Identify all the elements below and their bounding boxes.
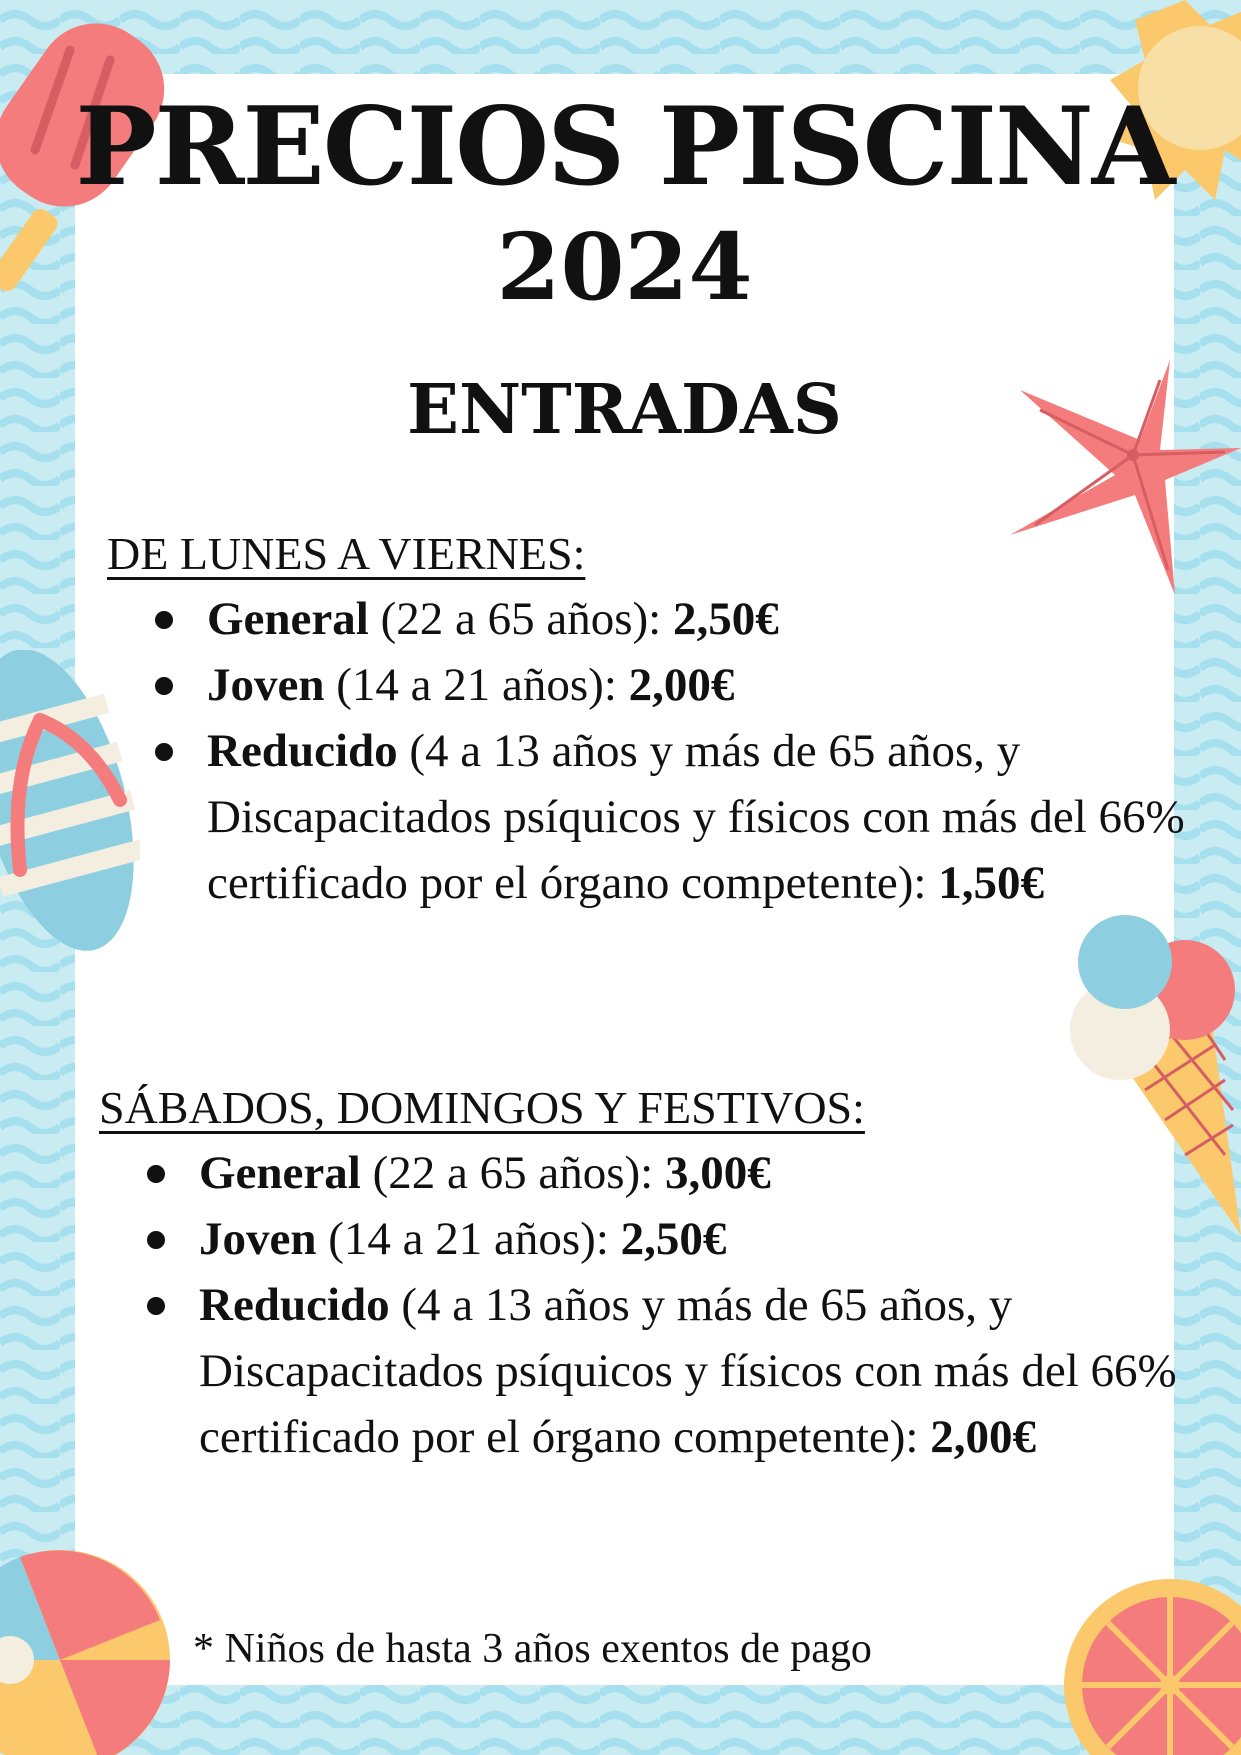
weekend-prices — [99, 1078, 1189, 1470]
poster-title: PRECIOS PISCINA — [75, 84, 1174, 210]
section-subtitle: ENTRADAS — [407, 370, 842, 450]
price-item-joven: Joven (14 a 21 años): 2,00€ — [207, 652, 1187, 718]
price-item-general: General (22 a 65 años): 3,00€ — [199, 1140, 1189, 1206]
poster-year: 2024 — [496, 213, 753, 321]
price-item-reducido: Reducido (4 a 13 años y más de 65 años, y Discapacitados psíquicos y físicos con más del 66% certificado por el órgano competente): 2,00€ — [199, 1272, 1189, 1470]
price-list — [99, 1140, 1189, 1470]
section-heading: SÁBADOS, DOMINGOS Y FESTIVOS: — [99, 1082, 865, 1133]
price-item-general: General (22 a 65 años): 2,50€ — [207, 586, 1187, 652]
section-heading: DE LUNES A VIERNES: — [107, 528, 586, 579]
price-list — [107, 586, 1187, 916]
beach-ball-icon — [0, 1540, 170, 1755]
footnote: * Niños de hasta 3 años exentos de pago — [193, 1626, 872, 1672]
price-item-reducido: Reducido (4 a 13 años y más de 65 años, y Discapacitados psíquicos y físicos con más del 66% certificado por el órgano competente): 1,50€ — [207, 718, 1187, 916]
price-item-joven: Joven (14 a 21 años): 2,50€ — [199, 1206, 1189, 1272]
orange-slice-icon — [1060, 1575, 1241, 1755]
weekday-prices — [107, 524, 1187, 916]
